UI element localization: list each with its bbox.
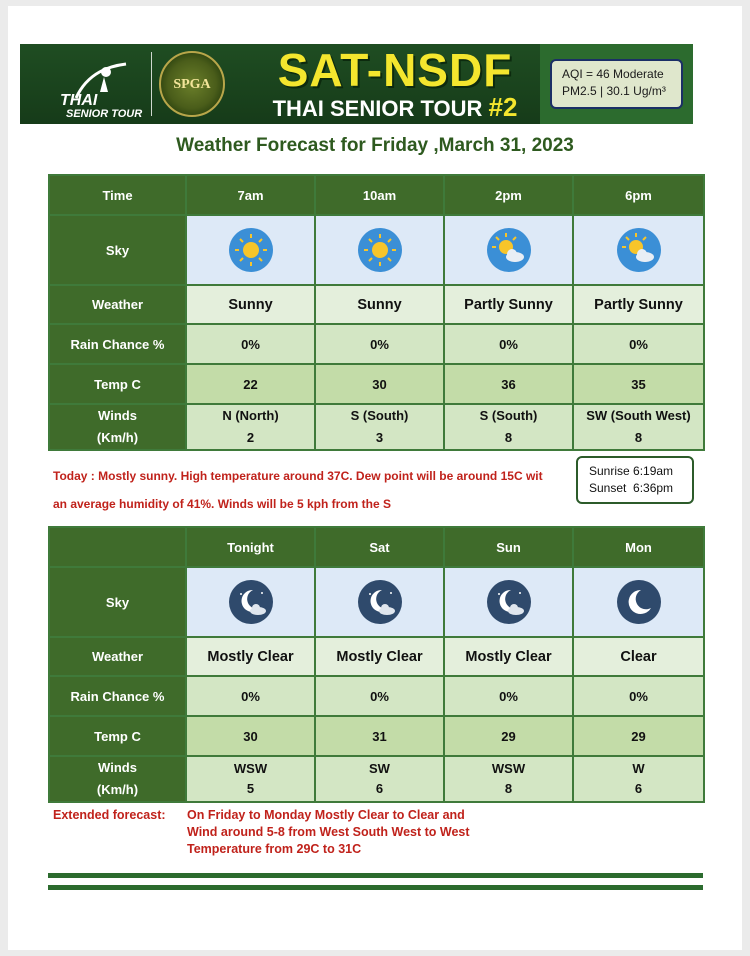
sunset-time: Sunset 6:36pm (589, 481, 674, 495)
extended-line-2: Wind around 5-8 from West South West to West (187, 825, 470, 839)
sun-icon (229, 228, 273, 272)
sun-icon (358, 228, 402, 272)
moon-icon (617, 580, 661, 624)
weather-cell: Partly Sunny (444, 285, 573, 324)
day-header: Tonight (186, 527, 315, 567)
sky-row (49, 567, 704, 637)
moon-cloud-icon (229, 580, 273, 624)
wind-direction: W (632, 761, 645, 776)
rain-cell: 0% (186, 676, 315, 716)
rain-row (49, 324, 704, 364)
time-header: 10am (315, 175, 444, 215)
logo-line-2: SENIOR TOUR (66, 108, 143, 120)
event-subtitle (245, 92, 545, 122)
logo-line-1: THAI (60, 92, 98, 109)
day-label-empty (49, 527, 186, 567)
weather-cell: Clear (573, 637, 704, 676)
temp-cell: 30 (186, 716, 315, 756)
event-banner (20, 44, 693, 124)
wind-direction: WSW (233, 761, 268, 776)
rain-cell: 0% (573, 324, 704, 364)
rain-cell: 0% (573, 676, 704, 716)
day-forecast-table (48, 174, 705, 451)
time-header: 7am (186, 175, 315, 215)
aqi-value: AQI = 46 Moderate (562, 67, 664, 81)
wind-direction: WSW (491, 761, 526, 776)
wind-direction: N (North) (222, 408, 279, 423)
temp-cell: 22 (186, 364, 315, 404)
today-line-1: Today : Mostly sunny. High temperature around 37C. Dew point will be around 15C wit (53, 469, 543, 483)
rain-cell: 0% (444, 324, 573, 364)
time-header: 6pm (573, 175, 704, 215)
weather-cell: Partly Sunny (573, 285, 704, 324)
rain-label: Rain Chance % (49, 676, 186, 716)
today-summary (53, 462, 593, 518)
weather-label: Weather (49, 285, 186, 324)
partly-sunny-icon (487, 228, 531, 272)
event-number: #2 (488, 92, 518, 122)
sun-times-box (576, 456, 694, 504)
rain-row (49, 676, 704, 716)
temp-cell: 29 (573, 716, 704, 756)
winds-label: Winds (98, 408, 137, 423)
today-line-2: an average humidity of 41%. Winds will be 5 kph from the S (53, 497, 391, 511)
wind-speed: 2 (246, 430, 255, 445)
temp-cell: 35 (573, 364, 704, 404)
banner-divider (151, 52, 152, 116)
temp-row (49, 716, 704, 756)
pm25-value: PM2.5 | 30.1 Ug/m³ (562, 84, 666, 98)
weather-cell: Mostly Clear (186, 637, 315, 676)
day-header: Mon (573, 527, 704, 567)
seal-text: SPGA (173, 77, 211, 92)
aqi-box (550, 59, 683, 109)
temp-cell: 29 (444, 716, 573, 756)
footer-rule-bottom (48, 885, 703, 890)
sky-label: Sky (49, 567, 186, 637)
spga-seal-logo (159, 51, 225, 117)
wind-speed: 8 (504, 781, 513, 796)
outlook-forecast-table (48, 526, 705, 803)
wind-speed: 6 (634, 781, 643, 796)
weather-row (49, 637, 704, 676)
wind-direction: S (South) (479, 408, 538, 423)
rain-cell: 0% (315, 676, 444, 716)
wind-speed: 8 (634, 430, 643, 445)
winds-row (49, 756, 704, 802)
temp-cell: 31 (315, 716, 444, 756)
moon-cloud-icon (487, 580, 531, 624)
rain-cell: 0% (315, 324, 444, 364)
weather-cell: Mostly Clear (315, 637, 444, 676)
moon-cloud-icon (358, 580, 402, 624)
forecast-heading: Weather Forecast for Friday ,March 31, 2023 (176, 135, 574, 156)
weather-row (49, 285, 704, 324)
sunrise-time: Sunrise 6:19am (589, 464, 674, 478)
extended-label: Extended forecast: (53, 808, 166, 822)
wind-speed: 8 (504, 430, 513, 445)
rain-cell: 0% (444, 676, 573, 716)
wind-speed: 6 (375, 781, 384, 796)
winds-unit: (Km/h) (96, 782, 139, 797)
wind-direction: S (South) (350, 408, 409, 423)
time-header: 2pm (444, 175, 573, 215)
winds-label: Winds (98, 760, 137, 775)
day-header: Sun (444, 527, 573, 567)
day-row (49, 527, 704, 567)
sky-label: Sky (49, 215, 186, 285)
thai-senior-tour-logo (50, 62, 145, 118)
weather-cell: Sunny (186, 285, 315, 324)
rain-label: Rain Chance % (49, 324, 186, 364)
wind-direction: SW (South West) (586, 408, 691, 423)
tour-name: THAI SENIOR TOUR (272, 96, 483, 121)
event-title: SAT-NSDF (277, 44, 513, 96)
day-header: Sat (315, 527, 444, 567)
temp-label: Temp C (49, 364, 186, 404)
time-row (49, 175, 704, 215)
winds-row (49, 404, 704, 450)
weather-cell: Sunny (315, 285, 444, 324)
wind-speed: 5 (246, 781, 255, 796)
temp-row (49, 364, 704, 404)
temp-label: Temp C (49, 716, 186, 756)
sky-row (49, 215, 704, 285)
footer-rule-top (48, 873, 703, 878)
extended-line-1: On Friday to Monday Mostly Clear to Clear and (187, 808, 465, 822)
time-label: Time (49, 175, 186, 215)
partly-sunny-icon (617, 228, 661, 272)
wind-speed: 3 (375, 430, 384, 445)
winds-unit: (Km/h) (96, 430, 139, 445)
rain-cell: 0% (186, 324, 315, 364)
wind-direction: SW (369, 761, 390, 776)
extended-forecast (53, 807, 470, 858)
extended-line-3: Temperature from 29C to 31C (187, 842, 362, 856)
temp-cell: 30 (315, 364, 444, 404)
weather-label: Weather (49, 637, 186, 676)
temp-cell: 36 (444, 364, 573, 404)
weather-cell: Mostly Clear (444, 637, 573, 676)
